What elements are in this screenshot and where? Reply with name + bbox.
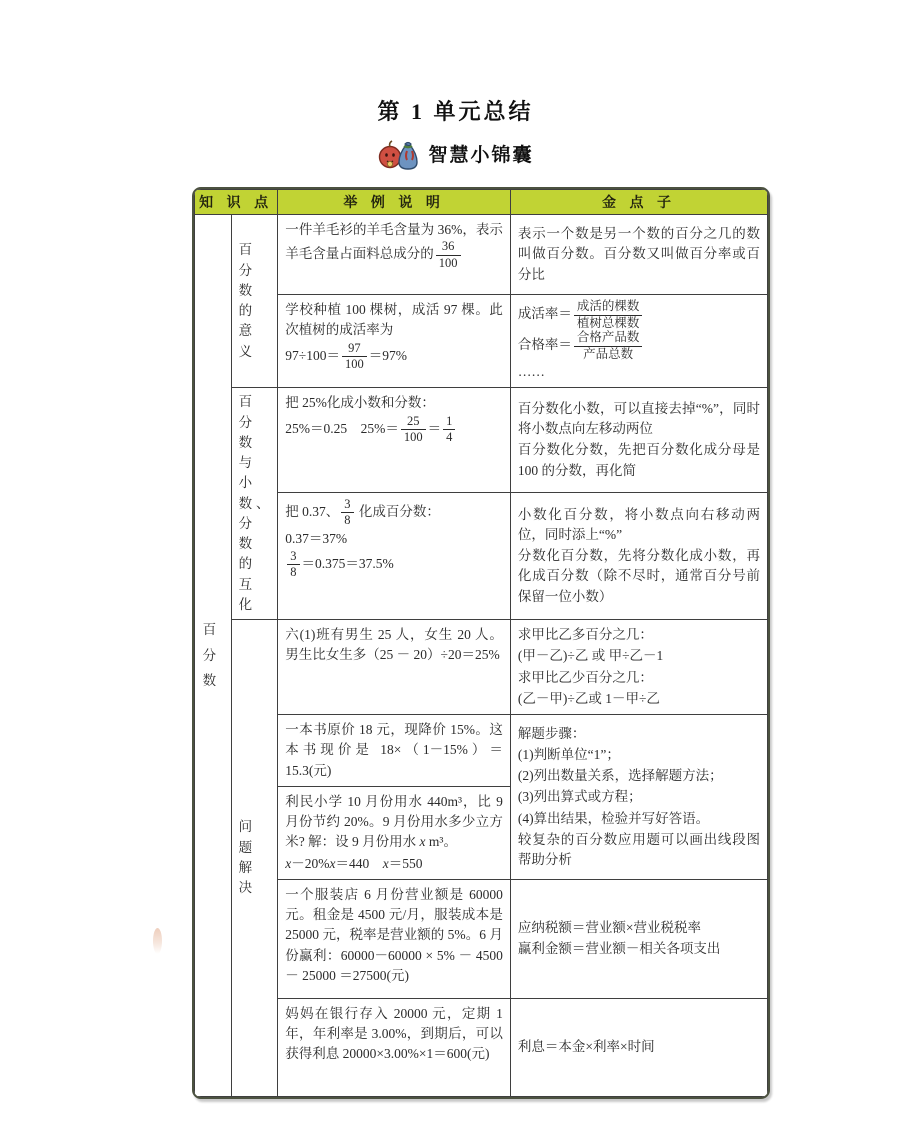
header-examples: 举 例 说 明 <box>278 190 511 215</box>
category-conversion: 百分数与小数、分数的互化 <box>231 388 278 620</box>
fraction: $\frac{97}{100}$ <box>342 342 367 372</box>
fraction: $\frac{\text{成活的棵数}}{\text{植树总棵数}}$ <box>574 300 643 330</box>
header-row <box>195 190 768 215</box>
summary-table <box>194 189 768 1097</box>
table-row <box>195 620 768 715</box>
page-title: 第 1 单元总结 <box>377 99 534 124</box>
table-row <box>195 492 768 619</box>
example-book-discount: 一本书原价 18 元，现降价 15%。这本书现价是 18×（1－15%）＝15.3(元) <box>278 715 511 787</box>
topic-percentage <box>195 215 232 1097</box>
example-tree-survival: 学校种植 100 棵树，成活 97 棵。此次植树的成活率为 97÷100＝ $\frac{97}{100}$ ＝97% <box>278 295 511 388</box>
section-subtitle: 智慧小锦囊 <box>428 144 534 166</box>
tip-solving-steps: 解题步骤： (1)判断单位“1”； (2)列出数量关系，选择解题方法； (3)列出算式或方程； (4)算出结果，检验并写好答语。 较复杂的百分数应用题可以画出线段图帮助分析 <box>510 715 767 880</box>
tip-interest-formula: 利息＝本金×利率×时间 <box>510 998 767 1096</box>
fraction: $\frac{3}{8}$ <box>287 550 299 580</box>
header-knowledge-point: 知 识 点 <box>195 190 278 215</box>
example-water-usage: 利民小学 10 月份用水 440m³，比 9 月份节约 20%。9 月份用水多少立方米? 解：设 9 月份用水 x m³。 x－20%x＝440 x＝550 <box>278 786 511 879</box>
fraction: $\frac{36}{100}$ <box>436 240 461 270</box>
tip-percentage-definition: 表示一个数是另一个数的百分之几的数叫做百分数。百分数又叫做百分率或百分比 <box>510 215 767 295</box>
apple-and-bag-mascot-icon <box>377 135 421 171</box>
table-row <box>195 715 768 787</box>
table-row <box>195 388 768 492</box>
example-clothing-shop: 一个服装店 6 月份营业额是 60000 元。租金是 4500 元/月，服装成本是 25000 元，税率是营业额的 5%。6 月份赢利：60000－60000 × 5% － 4500 － 25000 ＝27500(元) <box>278 879 511 998</box>
table-row <box>195 879 768 998</box>
table-row <box>195 998 768 1096</box>
fraction: $\frac{3}{8}$ <box>341 498 353 528</box>
table-row <box>195 215 768 295</box>
fraction: $\frac{1}{4}$ <box>443 415 455 445</box>
example-wool-sweater: 一件羊毛衫的羊毛含量为 36%，表示羊毛含量占面料总成分的 $\frac{36}{100}$ <box>278 215 511 295</box>
tip-decimal-to-percent: 小数化百分数，将小数点向右移动两位，同时添上“%” 分数化百分数，先将分数化成小数，再化成百分数（除不尽时，通常百分号前保留一位小数） <box>510 492 767 619</box>
topic-label: 百分数 <box>202 621 217 689</box>
tip-more-less-percent: 求甲比乙多百分之几： (甲－乙)÷乙 或 甲÷乙－1 求甲比乙少百分之几： (乙－甲)÷乙或 1－甲÷乙 <box>510 620 767 715</box>
summary-table-frame <box>192 187 770 1099</box>
category-problem-solving: 问题解决 <box>231 620 278 1097</box>
table-row <box>195 295 768 388</box>
example-class-boys-girls: 六(1)班有男生 25 人，女生 20 人。男生比女生多（25 － 20）÷20＝25% <box>278 620 511 715</box>
fraction: $\frac{25}{100}$ <box>401 415 426 445</box>
tip-percent-to-decimal: 百分数化小数，可以直接去掉“%”，同时将小数点向左移动两位 百分数化分数，先把百分数化成分母是 100 的分数，再化简 <box>510 388 767 492</box>
example-decimal-to-percent: 把 0.37、 $\frac{3}{8}$ 化成百分数： 0.37＝37% $\frac{3}{8}$ ＝0.375＝37.5% <box>278 492 511 619</box>
tip-rate-formulas: 成活率＝ $\frac{\text{成活的棵数}}{\text{植树总棵数}}$ 合格率＝ $\frac{\text{合格产品数}}{\text{产品总数}}$ …… <box>510 295 767 388</box>
subtitle-row <box>0 135 911 171</box>
example-percent-to-decimal: 把 25%化成小数和分数： 25%＝0.25 25%＝ $\frac{25}{100}$ ＝ $\frac{1}{4}$ <box>278 388 511 492</box>
scan-artifact <box>153 928 162 954</box>
category-meaning: 百分数的意义 <box>231 215 278 388</box>
example-bank-deposit: 妈妈在银行存入 20000 元，定期 1 年，年利率是 3.00%，到期后，可以获得利息 20000×3.00%×1＝600(元) <box>278 998 511 1096</box>
header-golden-tips: 金 点 子 <box>510 190 767 215</box>
tip-tax-profit-formulas: 应纳税额＝营业额×营业税税率 赢利金额＝营业额－相关各项支出 <box>510 879 767 998</box>
fraction: $\frac{\text{合格产品数}}{\text{产品总数}}$ <box>574 331 643 361</box>
